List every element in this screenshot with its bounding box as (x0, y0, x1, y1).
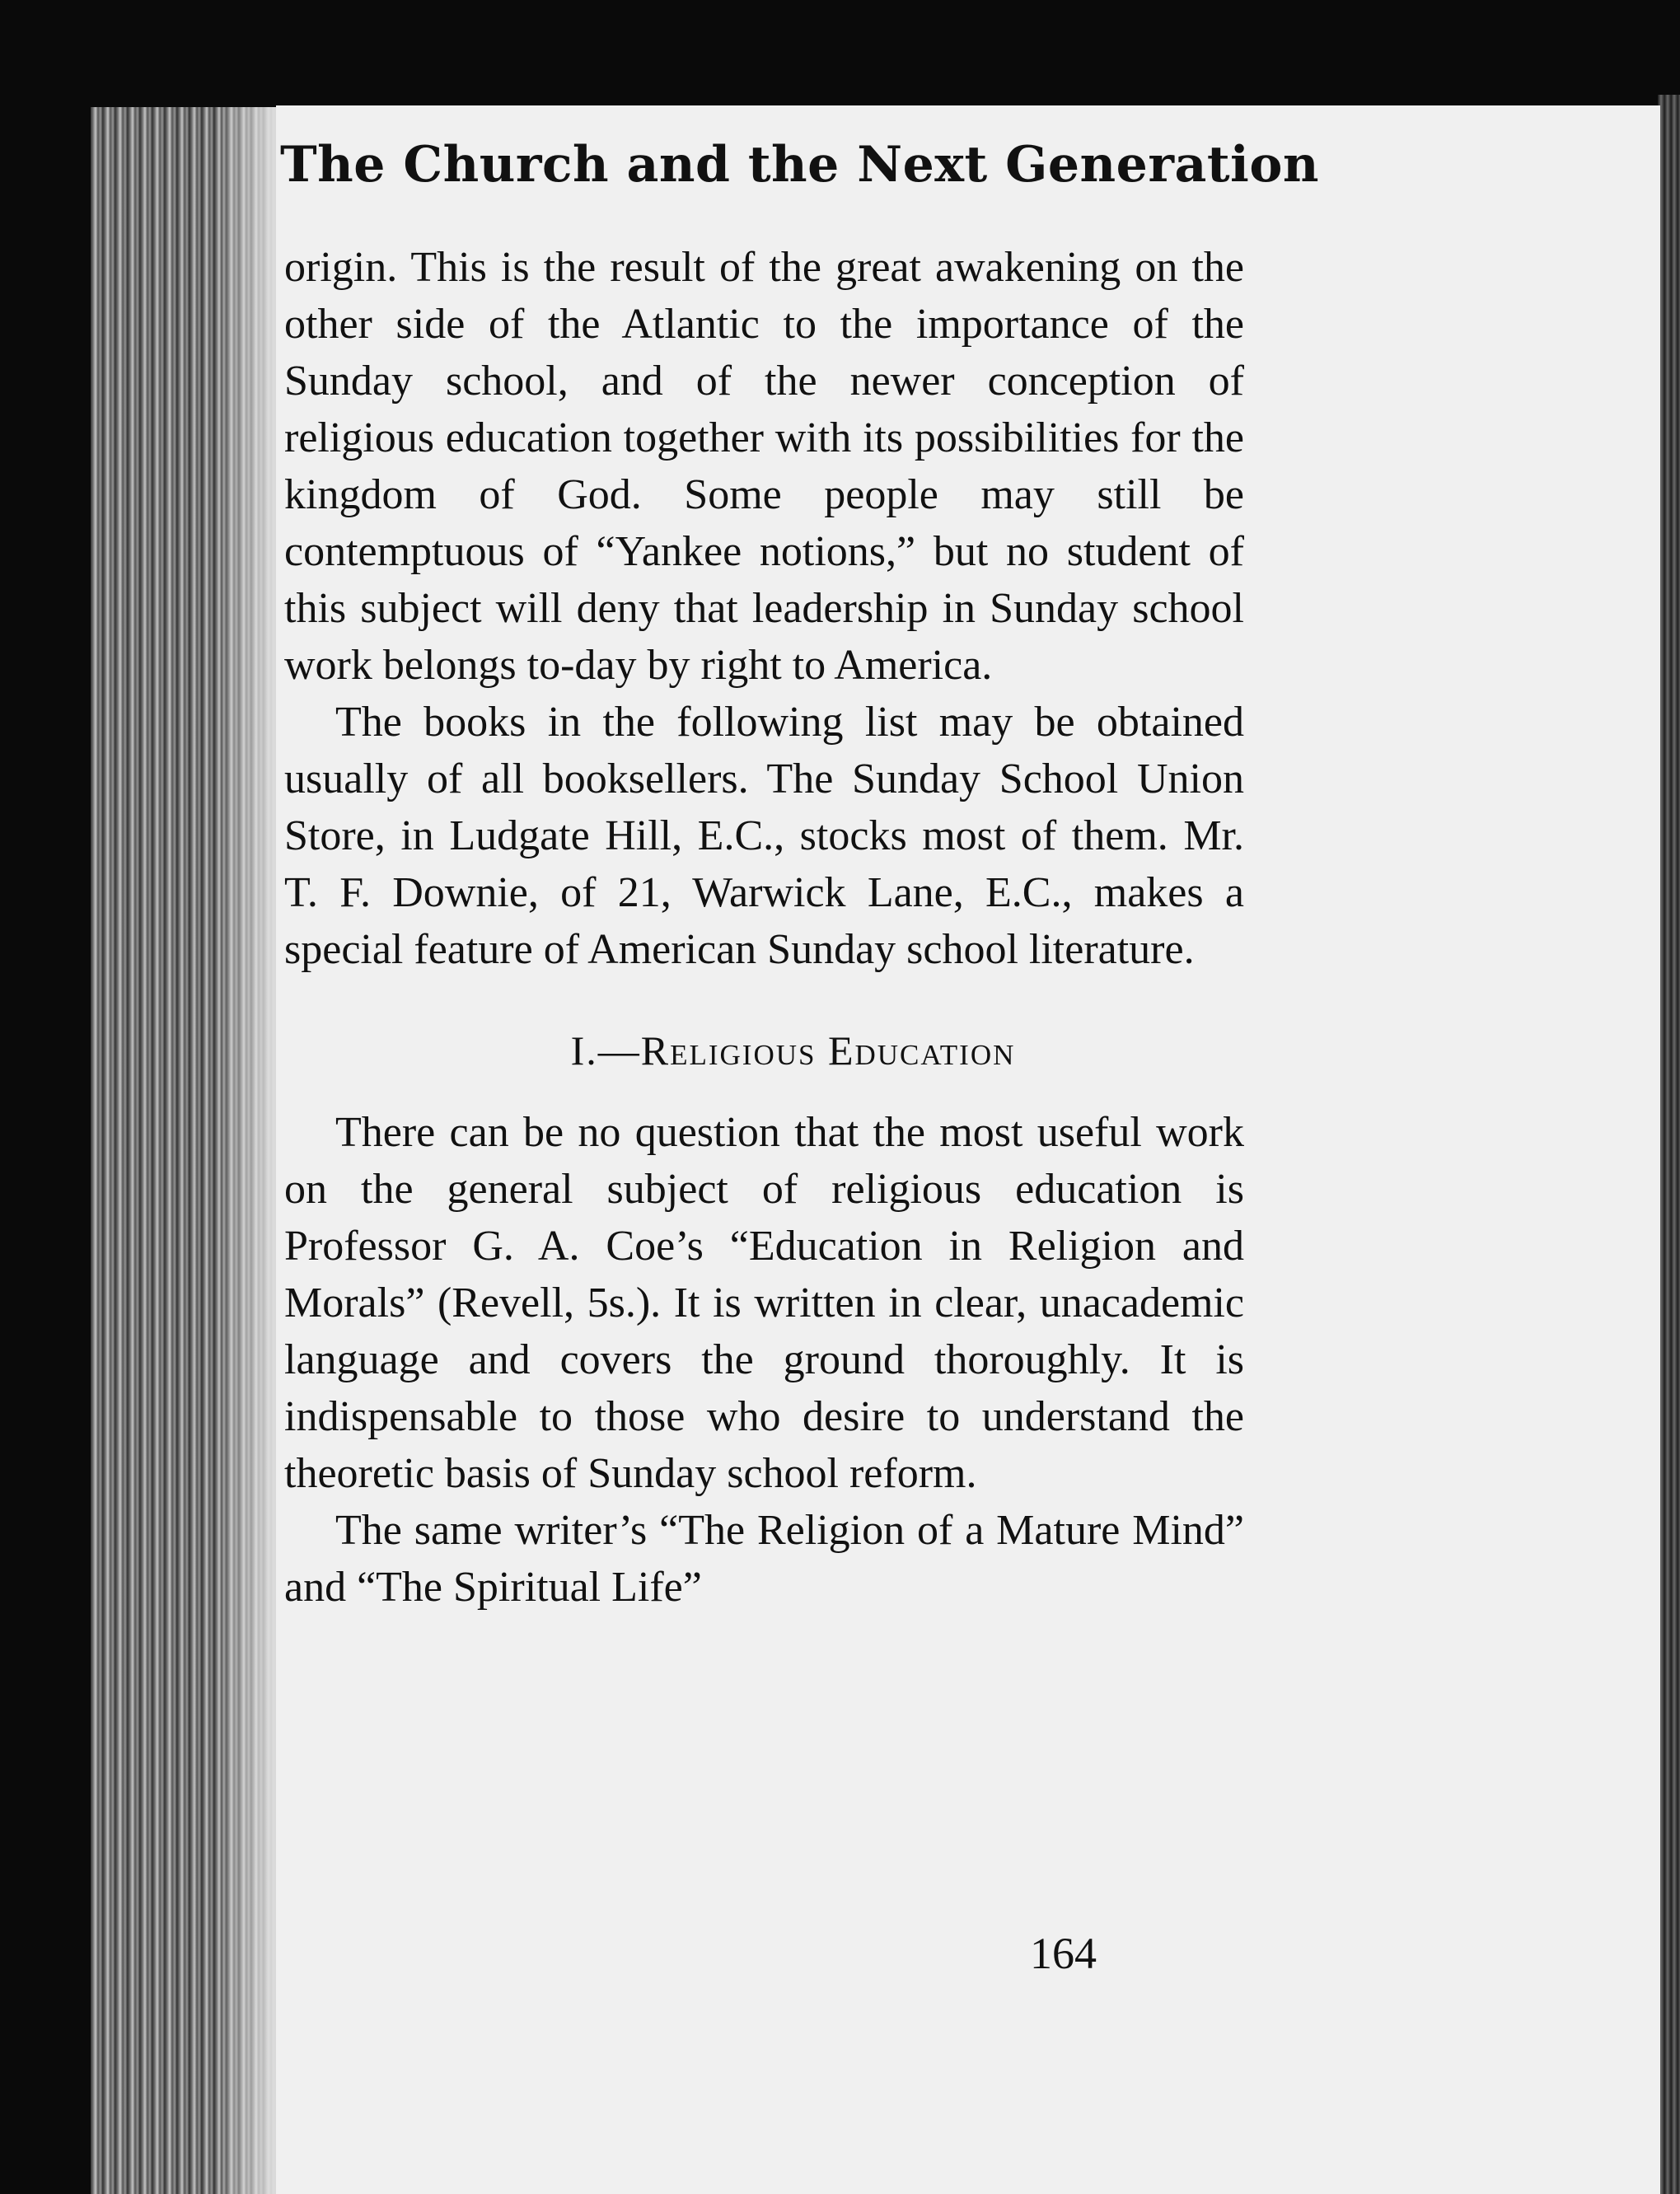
paragraph-1: origin. This is the result of the great awakening on the other side of the Atlantic to the importance of the Sunday school, and of the newer conception of religious education together with its possibilities for the kingdom of God. Some people may still be contemptuous of “Yankee notions,” but no student of this subject will deny that leadership in Sunday school work belongs to-day by right to America. (284, 244, 1244, 689)
section-heading: I.—Religious Education (570, 1027, 1016, 1074)
paragraph-4: The same writer’s “The Religion of a Mature Mind” and “The Spiritual Life” (284, 1507, 1244, 1611)
book-fore-edge (91, 107, 280, 2194)
page-body (284, 239, 1244, 1616)
paragraph-2: The books in the following list may be obtained usually of all booksellers. The Sunday School Union Store, in Ludgate Hill, E.C., stocks most of them. Mr. T. F. Downie, of 21, Warwick Lane, E.C., makes a special feature of American Sunday school literature. (284, 699, 1244, 973)
paragraph-3: There can be no question that the most useful work on the general subject of religious education is Professor G. A. Coe’s “Education in Religion and Morals” (Revell, 5s.). It is written in clear, unacademic language and covers the ground thoroughly. It is indispensable to those who desire to understand the theoretic basis of Sunday school reform. (284, 1109, 1244, 1497)
book-right-edge (1658, 95, 1680, 2194)
running-head: The Church and the Next Generation (280, 136, 1319, 194)
page-number: 164 (1030, 1929, 1097, 1978)
